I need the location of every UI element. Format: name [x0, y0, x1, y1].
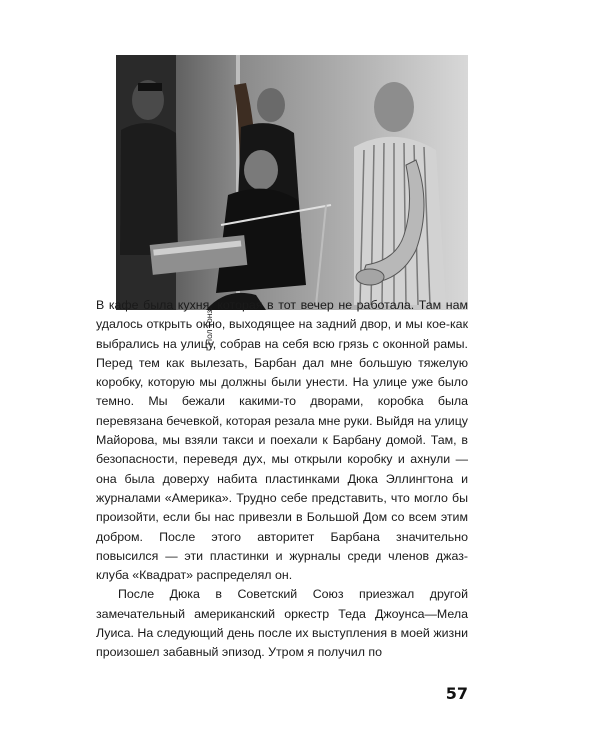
- page-number: 57: [445, 684, 468, 703]
- body-text: [96, 296, 468, 663]
- paragraph-2: После Дюка в Советский Союз приезжал другой замечательный американский оркестр Теда Джоунса—Мела Луиса. На следующий день после их выступления в моей жизни произошел забавный эпизод. Утром я получил по: [96, 587, 468, 660]
- photo-block: [96, 55, 468, 310]
- jazz-photo: [116, 55, 468, 310]
- paragraph-1: В кафе была кухня, которая в тот вечер не работала. Там нам удалось открыть окно, выходящее на задний двор, и мы кое-как выбрались на улицу, собрав на себя всю грязь с оконной рамы. Перед тем как вылезать, Барбан дал мне большую тяжелую коробку, которую мы должны были унести. На улице уже было темно. Мы бежали какими-то дворами, коробка была перевязана бечевкой, которая резала мне руки. Выйдя на улицу Майорова, мы взяли такси и поехали к Барбану домой. Там, в безопасности, переведя дух, мы открыли коробку и ахнули — она была доверху набита пластинками Дюка Эллингтона и журналами «Америка». Трудно себе представить, что могло бы произойти, если бы нас привезли в Большой Дом со всем этим добром. После этого авторитет Барбана значительно повысился — эти пластинки и журналы среди членов джаз-клуба «Квадрат» распределял он.: [96, 298, 468, 583]
